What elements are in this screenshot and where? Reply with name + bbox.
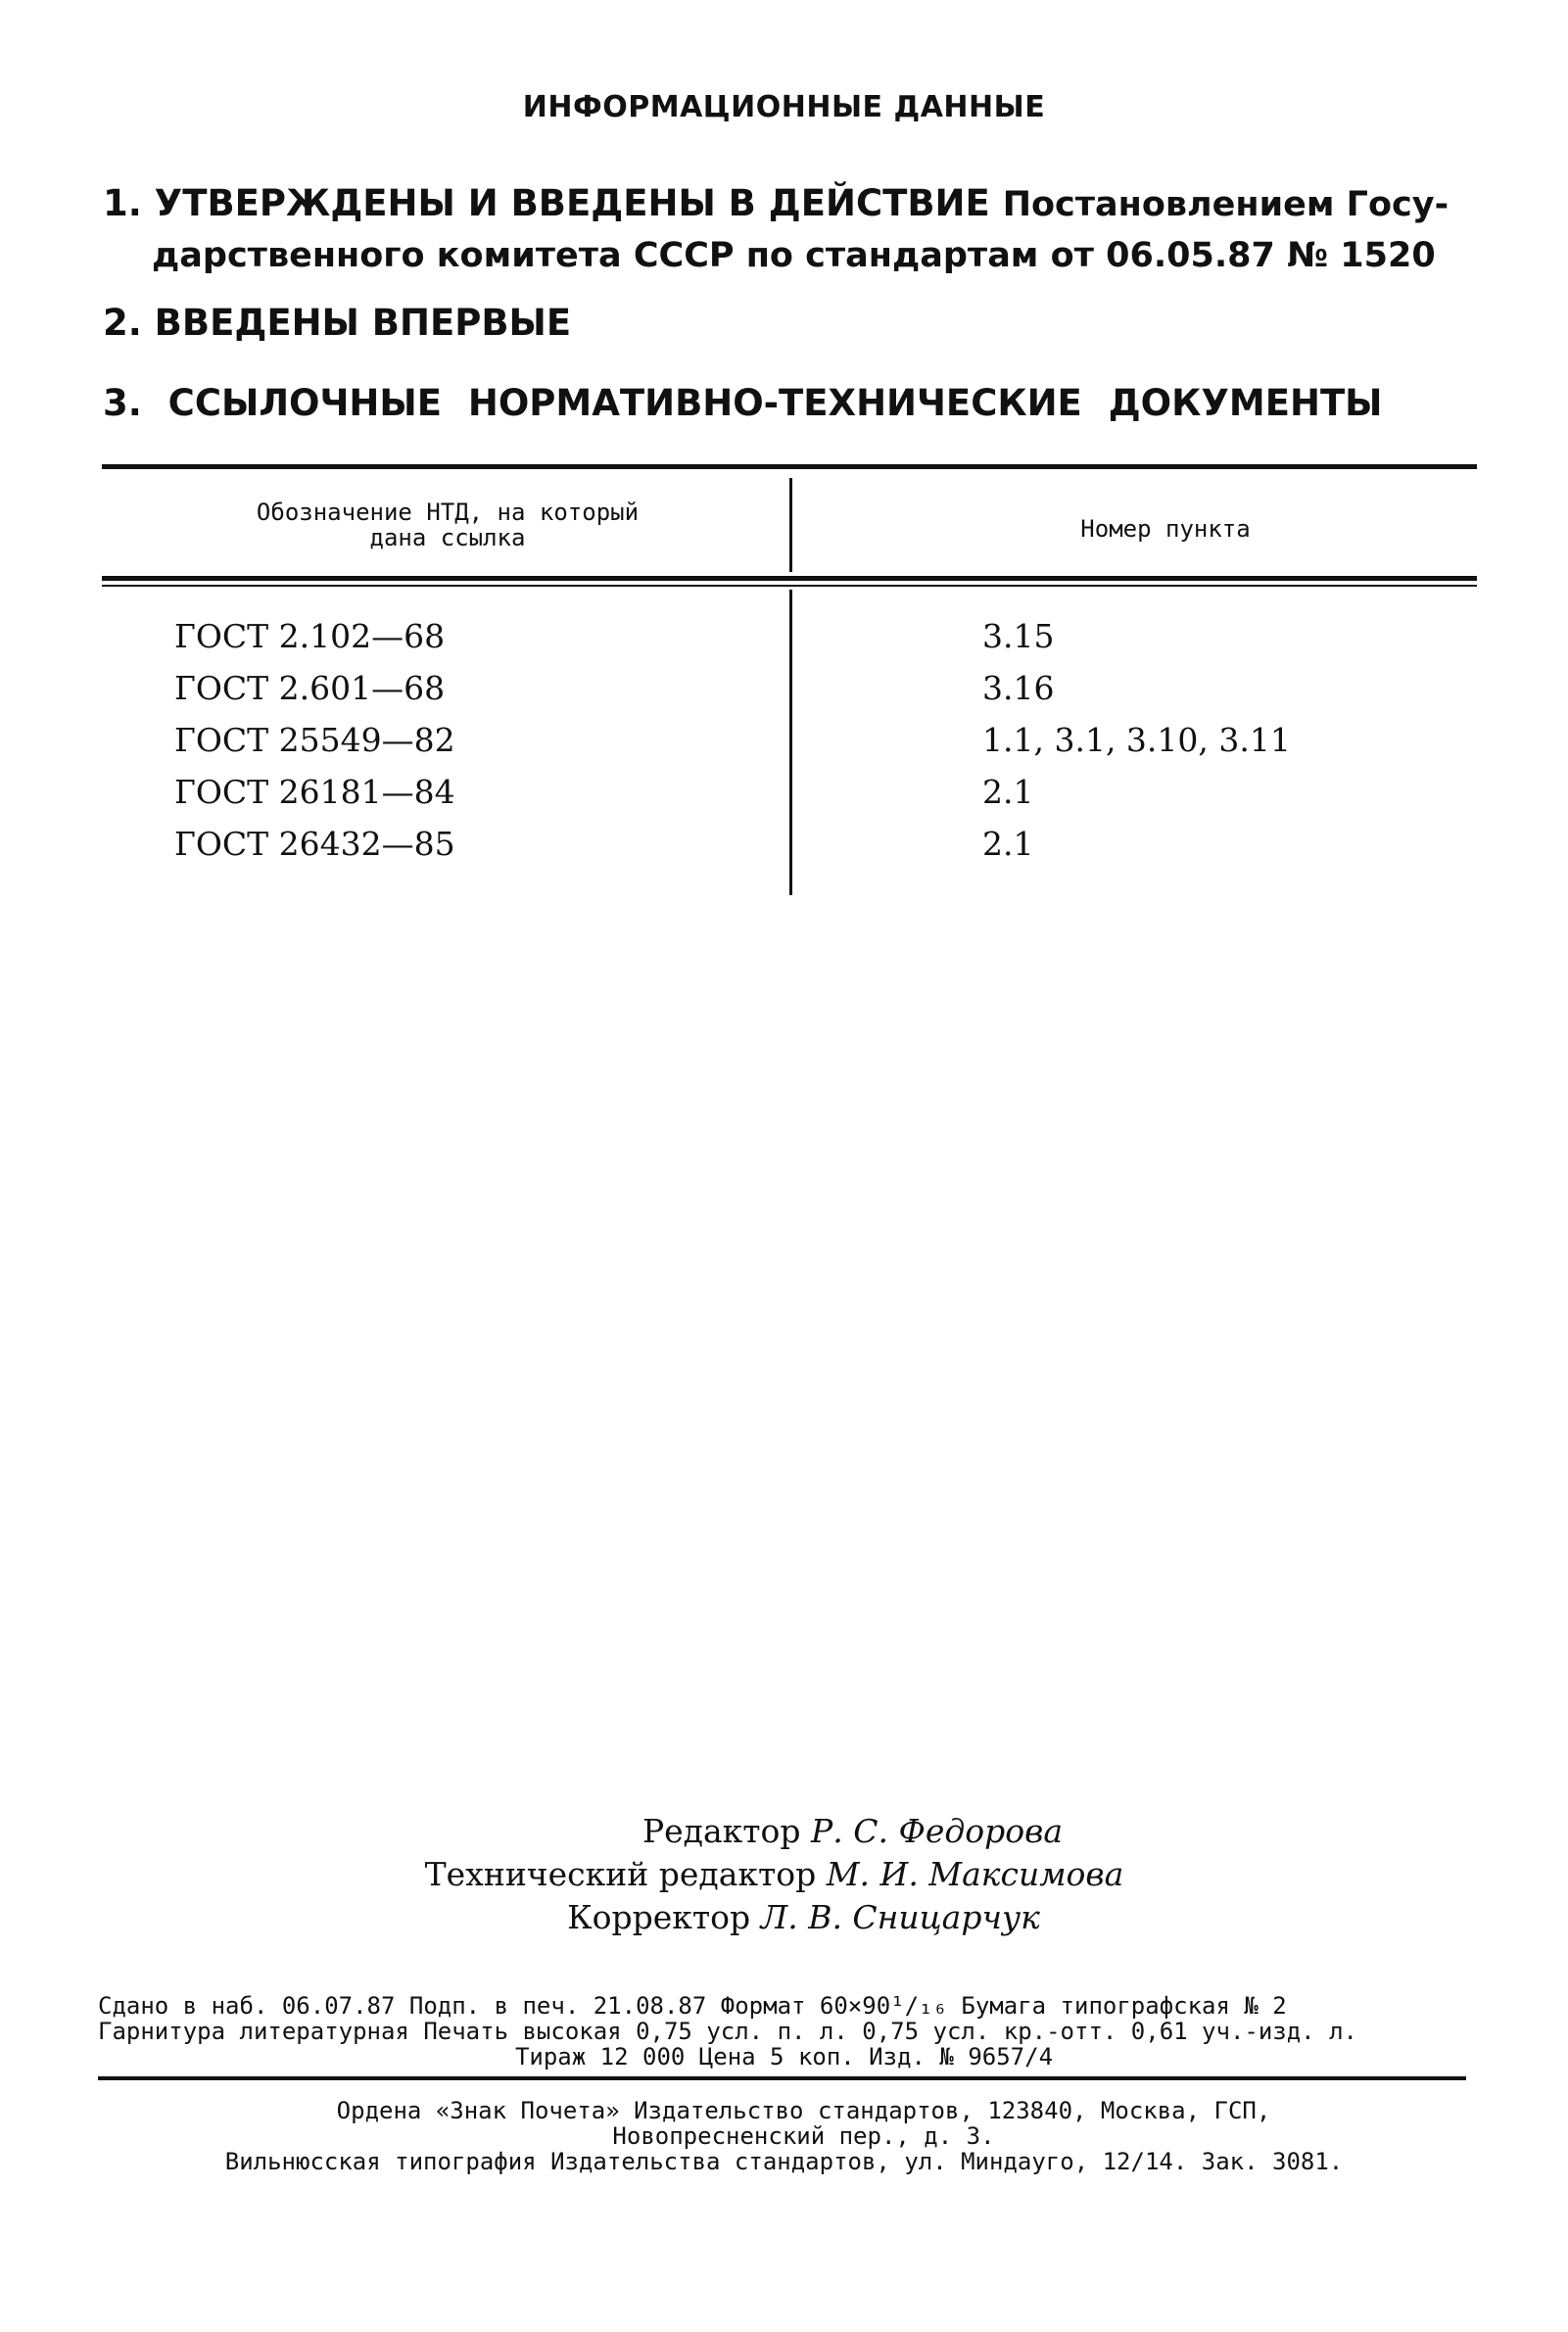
imprint-rule [98,2076,1466,2080]
table-row-4-doc: ГОСТ 26181—84 [174,773,455,811]
section-3: 3. ССЫЛОЧНЫЕ НОРМАТИВНО-ТЕХНИЧЕСКИЕ ДОКУМЕНТЫ [103,382,1383,424]
table-header-document-line-1: Обозначение НТД, на который [256,499,640,526]
imprint-line-3: Тираж 12 000 Цена 5 коп. Изд. № 9657/4 [514,2043,1054,2070]
credit-tech-editor-role: Технический редактор [424,1855,817,1893]
section-1-lead: 1. УТВЕРЖДЕНЫ И ВВЕДЕНЫ В ДЕЙСТВИЕ [103,182,990,224]
section-1-line-1 [103,176,1489,232]
credit-editor [69,1810,1568,1853]
section-1-line-1-rest: Постановлением Госу- [1002,185,1449,224]
table-body-divider [789,590,792,895]
credit-editor-role: Редактор [641,1812,801,1850]
publisher-line-1: Ордена «Знак Почета» Издательство стандартов, 123840, Москва, ГСП, [336,2097,1271,2124]
table-row-1-doc: ГОСТ 2.102—68 [174,617,446,655]
publisher-line-2: Новопресненский пер., д. 3. [612,2122,995,2150]
credit-tech-editor-name: М. И. Максимова [826,1855,1124,1893]
table-row-4-points: 2.1 [982,773,1034,811]
table-header-document-line-2: дана ссылка [369,524,526,551]
table-row-5-doc: ГОСТ 26432—85 [174,825,455,863]
page-title: ИНФОРМАЦИОННЫЕ ДАННЫЕ [522,90,1046,124]
section-2: 2. ВВЕДЕНЫ ВПЕРВЫЕ [103,302,572,344]
credit-corrector [20,1896,1568,1939]
imprint-line-1: Сдано в наб. 06.07.87 Подп. в печ. 21.08.87 Формат 60×90¹/₁₆ Бумага типографская № 2 [98,1992,1287,2020]
credit-tech-editor [0,1853,1558,1896]
table-top-rule [102,464,1477,469]
table-row-2-points: 3.16 [982,669,1055,707]
table-header-divider [789,478,792,572]
credit-editor-name: Р. С. Федорова [811,1812,1064,1850]
table-row-3-points: 1.1, 3.1, 3.10, 3.11 [982,721,1291,759]
table-row-2-doc: ГОСТ 2.601—68 [174,669,446,707]
table-header-document [208,500,688,550]
table-header-points: Номер пункта [1080,515,1251,543]
imprint-line-2: Гарнитура литературная Печать высокая 0,75 усл. п. л. 0,75 усл. кр.-отт. 0,61 уч.-изд. л. [98,2018,1357,2045]
credit-corrector-role: Корректор [567,1898,751,1936]
table-header-rule-thin [102,585,1477,587]
table-row-3-doc: ГОСТ 25549—82 [174,721,455,759]
section-1-line-2 [152,227,1436,283]
section-1-line-2-text: дарственного комитета СССР по стандартам от 06.05.87 № 1520 [152,236,1436,275]
table-row-1-points: 3.15 [982,617,1055,655]
table-row-5-points: 2.1 [982,825,1034,863]
table-header-rule [102,576,1477,581]
publisher-line-3: Вильнюсская типография Издательства стандартов, ул. Миндауго, 12/14. Зак. 3081. [224,2148,1344,2175]
credit-corrector-name: Л. В. Сницарчук [760,1898,1040,1936]
